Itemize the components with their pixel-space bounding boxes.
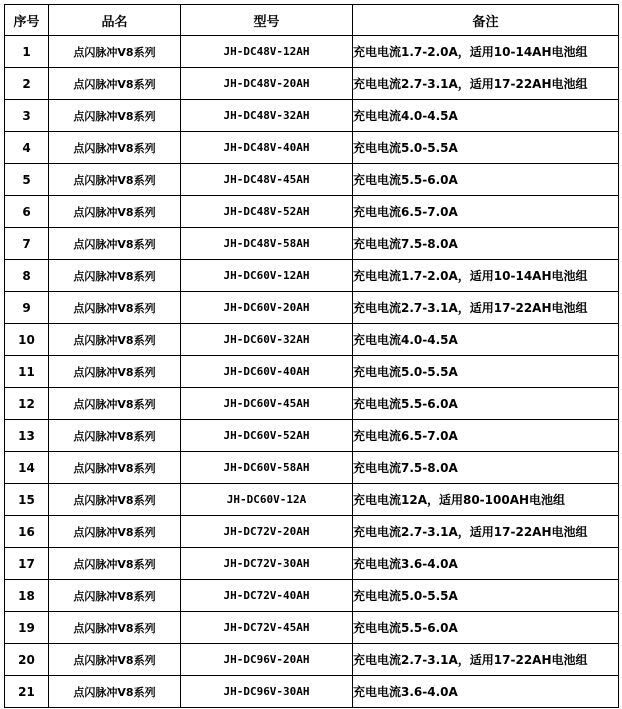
cell-serial-number: 9 xyxy=(5,292,49,324)
cell-product-name: 点闪脉冲V8系列 xyxy=(49,196,181,228)
cell-product-name: 点闪脉冲V8系列 xyxy=(49,324,181,356)
table-row xyxy=(5,644,619,676)
cell-model: JH-DC60V-45AH xyxy=(181,388,353,420)
cell-serial-number: 16 xyxy=(5,516,49,548)
cell-remarks: 充电电流6.5-7.0A xyxy=(353,420,619,452)
cell-remarks: 充电电流4.0-4.5A xyxy=(353,324,619,356)
cell-serial-number: 4 xyxy=(5,132,49,164)
cell-serial-number: 17 xyxy=(5,548,49,580)
cell-model: JH-DC72V-30AH xyxy=(181,548,353,580)
cell-product-name: 点闪脉冲V8系列 xyxy=(49,580,181,612)
table-row xyxy=(5,164,619,196)
cell-serial-number: 18 xyxy=(5,580,49,612)
table-row xyxy=(5,612,619,644)
cell-serial-number: 3 xyxy=(5,100,49,132)
table-row xyxy=(5,228,619,260)
table-row xyxy=(5,484,619,516)
cell-product-name: 点闪脉冲V8系列 xyxy=(49,676,181,708)
table-row xyxy=(5,580,619,612)
cell-remarks: 充电电流2.7-3.1A，适用17-22AH电池组 xyxy=(353,68,619,100)
table-body xyxy=(5,36,619,708)
cell-serial-number: 7 xyxy=(5,228,49,260)
cell-serial-number: 5 xyxy=(5,164,49,196)
cell-serial-number: 12 xyxy=(5,388,49,420)
cell-remarks: 充电电流1.7-2.0A，适用10-14AH电池组 xyxy=(353,36,619,68)
cell-model: JH-DC48V-52AH xyxy=(181,196,353,228)
cell-serial-number: 1 xyxy=(5,36,49,68)
cell-model: JH-DC72V-40AH xyxy=(181,580,353,612)
table-row xyxy=(5,388,619,420)
cell-model: JH-DC60V-58AH xyxy=(181,452,353,484)
cell-product-name: 点闪脉冲V8系列 xyxy=(49,452,181,484)
header-model: 型号 xyxy=(181,5,353,36)
cell-remarks: 充电电流5.0-5.5A xyxy=(353,132,619,164)
table-row xyxy=(5,548,619,580)
table-row xyxy=(5,36,619,68)
table-row xyxy=(5,68,619,100)
table-row xyxy=(5,260,619,292)
cell-product-name: 点闪脉冲V8系列 xyxy=(49,548,181,580)
table-header-row xyxy=(5,5,619,36)
table-row xyxy=(5,292,619,324)
cell-remarks: 充电电流5.5-6.0A xyxy=(353,388,619,420)
cell-product-name: 点闪脉冲V8系列 xyxy=(49,100,181,132)
cell-serial-number: 19 xyxy=(5,612,49,644)
cell-product-name: 点闪脉冲V8系列 xyxy=(49,164,181,196)
cell-remarks: 充电电流5.0-5.5A xyxy=(353,580,619,612)
cell-model: JH-DC48V-32AH xyxy=(181,100,353,132)
cell-serial-number: 10 xyxy=(5,324,49,356)
cell-product-name: 点闪脉冲V8系列 xyxy=(49,420,181,452)
cell-remarks: 充电电流5.0-5.5A xyxy=(353,356,619,388)
cell-remarks: 充电电流7.5-8.0A xyxy=(353,452,619,484)
cell-product-name: 点闪脉冲V8系列 xyxy=(49,612,181,644)
cell-model: JH-DC48V-45AH xyxy=(181,164,353,196)
header-serial-number: 序号 xyxy=(5,5,49,36)
table-row xyxy=(5,196,619,228)
cell-model: JH-DC72V-20AH xyxy=(181,516,353,548)
cell-product-name: 点闪脉冲V8系列 xyxy=(49,644,181,676)
cell-serial-number: 15 xyxy=(5,484,49,516)
cell-model: JH-DC48V-20AH xyxy=(181,68,353,100)
cell-product-name: 点闪脉冲V8系列 xyxy=(49,516,181,548)
cell-product-name: 点闪脉冲V8系列 xyxy=(49,228,181,260)
cell-model: JH-DC72V-45AH xyxy=(181,612,353,644)
header-remarks: 备注 xyxy=(353,5,619,36)
cell-remarks: 充电电流6.5-7.0A xyxy=(353,196,619,228)
table-row xyxy=(5,100,619,132)
cell-model: JH-DC60V-32AH xyxy=(181,324,353,356)
cell-serial-number: 20 xyxy=(5,644,49,676)
cell-product-name: 点闪脉冲V8系列 xyxy=(49,132,181,164)
cell-remarks: 充电电流1.7-2.0A，适用10-14AH电池组 xyxy=(353,260,619,292)
cell-remarks: 充电电流12A，适用80-100AH电池组 xyxy=(353,484,619,516)
cell-product-name: 点闪脉冲V8系列 xyxy=(49,484,181,516)
product-table xyxy=(4,4,619,708)
cell-serial-number: 6 xyxy=(5,196,49,228)
cell-model: JH-DC96V-20AH xyxy=(181,644,353,676)
table-row xyxy=(5,452,619,484)
cell-remarks: 充电电流5.5-6.0A xyxy=(353,164,619,196)
cell-serial-number: 8 xyxy=(5,260,49,292)
cell-remarks: 充电电流2.7-3.1A，适用17-22AH电池组 xyxy=(353,292,619,324)
cell-model: JH-DC48V-58AH xyxy=(181,228,353,260)
cell-serial-number: 2 xyxy=(5,68,49,100)
cell-model: JH-DC60V-20AH xyxy=(181,292,353,324)
cell-serial-number: 11 xyxy=(5,356,49,388)
cell-remarks: 充电电流5.5-6.0A xyxy=(353,612,619,644)
cell-serial-number: 21 xyxy=(5,676,49,708)
table-row xyxy=(5,516,619,548)
cell-model: JH-DC48V-40AH xyxy=(181,132,353,164)
cell-product-name: 点闪脉冲V8系列 xyxy=(49,292,181,324)
cell-model: JH-DC60V-40AH xyxy=(181,356,353,388)
cell-remarks: 充电电流2.7-3.1A，适用17-22AH电池组 xyxy=(353,516,619,548)
table-row xyxy=(5,132,619,164)
table-row xyxy=(5,356,619,388)
cell-serial-number: 14 xyxy=(5,452,49,484)
cell-product-name: 点闪脉冲V8系列 xyxy=(49,260,181,292)
table-row xyxy=(5,676,619,708)
cell-remarks: 充电电流3.6-4.0A xyxy=(353,548,619,580)
cell-remarks: 充电电流4.0-4.5A xyxy=(353,100,619,132)
cell-remarks: 充电电流7.5-8.0A xyxy=(353,228,619,260)
cell-product-name: 点闪脉冲V8系列 xyxy=(49,356,181,388)
cell-model: JH-DC48V-12AH xyxy=(181,36,353,68)
cell-product-name: 点闪脉冲V8系列 xyxy=(49,388,181,420)
cell-model: JH-DC60V-52AH xyxy=(181,420,353,452)
header-product-name: 品名 xyxy=(49,5,181,36)
cell-product-name: 点闪脉冲V8系列 xyxy=(49,36,181,68)
cell-model: JH-DC60V-12A xyxy=(181,484,353,516)
cell-remarks: 充电电流2.7-3.1A，适用17-22AH电池组 xyxy=(353,644,619,676)
cell-model: JH-DC60V-12AH xyxy=(181,260,353,292)
cell-remarks: 充电电流3.6-4.0A xyxy=(353,676,619,708)
cell-product-name: 点闪脉冲V8系列 xyxy=(49,68,181,100)
cell-model: JH-DC96V-30AH xyxy=(181,676,353,708)
table-row xyxy=(5,420,619,452)
table-row xyxy=(5,324,619,356)
cell-serial-number: 13 xyxy=(5,420,49,452)
